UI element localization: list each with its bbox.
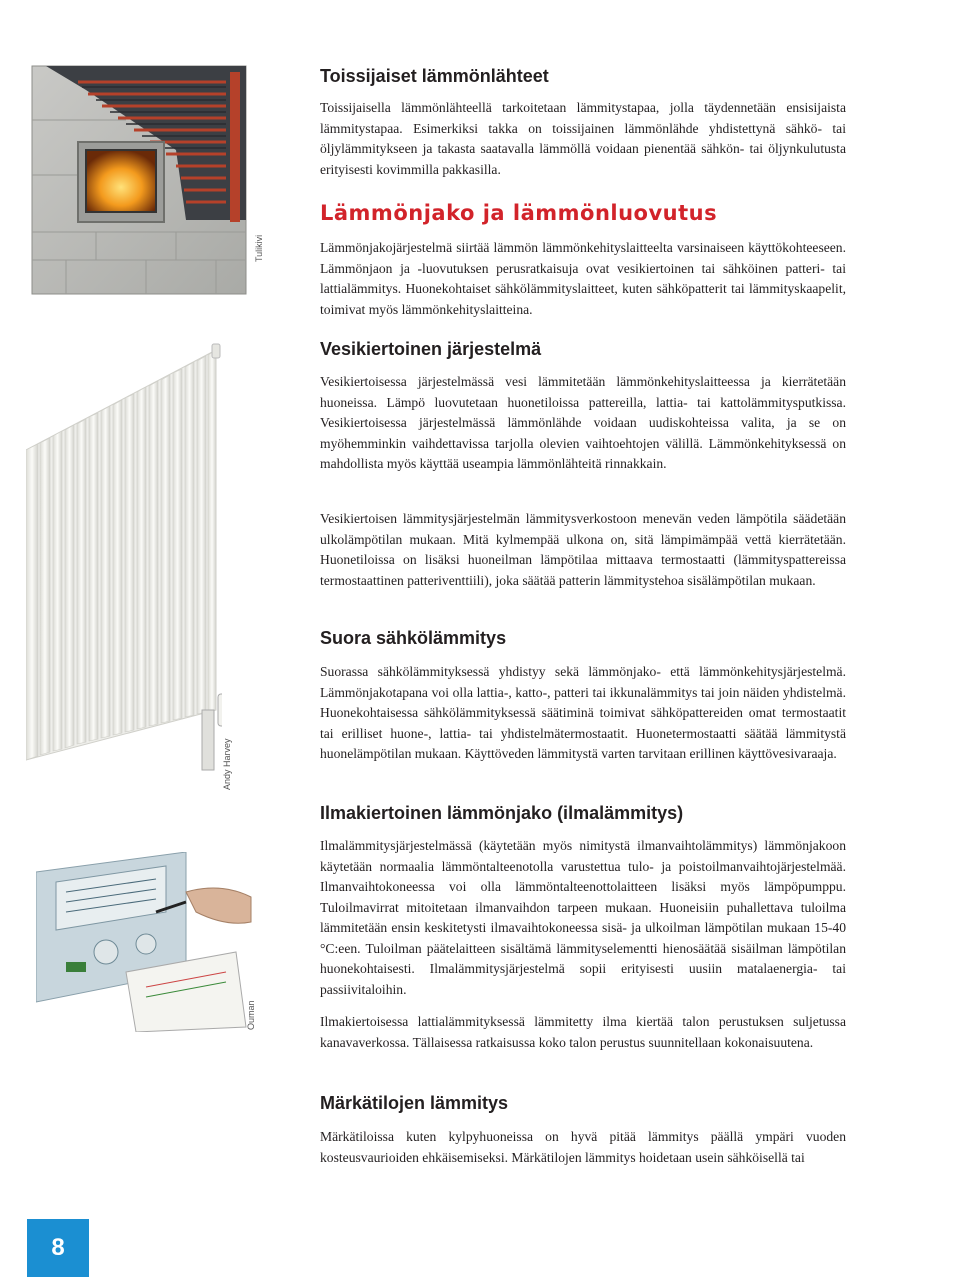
page-number: 8 [27,1219,89,1277]
heating-controller-image [36,852,256,1032]
fireplace-image-credit: Tulikivi [254,234,264,262]
controller-image-credit: Ouman [246,1000,256,1030]
paragraph-markatilojen: Märkätiloissa kuten kylpyhuoneissa on hyvä pitää lämmitys päällä ympäri vuoden kosteusvaurioiden ehkäisemiseksi. Märkätilojen lämmitys hoidetaan usein sähköisellä tai [320,1129,846,1165]
paragraph-lammonjako: Lämmönjakojärjestelmä siirtää lämmön lämmönkehityslaitteelta varsinaiseen käyttökohteeseen. Lämmönjaon ja -luovutuksen perusratkaisuja ovat vesikiertoinen tai sähköinen patteri- tai lattialämmitys. Huonekohtaiset sähkölämmityslaitteet, kuten sähköpatterit tai lämmityskaapelit, toimivat myös lämmönkehityslaitteina. [320,240,846,317]
heading-lammonjako: Lämmönjako ja lämmönluovutus [320,201,718,225]
paragraph-toissijaiset: Toissijaisella lämmönlähteellä tarkoitetaan lämmitystapaa, jolla täydennetään ensisijaista lämmitystapaa. Esimerkiksi takka on toissijainen lämmönlähde yhdistettynä sähkö- tai öljylämmitykseen ja takasta saatavalla lämmöllä voidaan pienentää sähkön- tai öljynkulutusta erityisesti kovimmilla pakkasilla. [320,100,846,177]
paragraph-suora: Suorassa sähkölämmityksessä yhdistyy sekä lämmönjako- että lämmönkehitysjärjestelmä. Lämmönjakotapana voi olla lattia-, katto-, patteri tai ikkunalämmitys tai join näiden yhdistelmä. Huonekohtaisessa sähkölämmityksessä säätiminä toimivat sähköpattereiden omat termostaatit tai erilliset huone-, lattia- tai yhdistelmätermostaatit. Huonetermostaatti säätää lämmitystä huonelämpötilan mukaan. Käyttöveden lämmitystä varten tarvitaan erillinen käyttövesivaraaja. [320,664,846,761]
paragraph-vesikiertoinen-2: Vesikiertoisen lämmitysjärjestelmän lämmitysverkostoon menevän veden lämpötila säädetään ulkolämpötilan mukaan. Mitä kylmempää ulkona on, sitä lämpimämpää vettä kierrätetään. Huonetiloissa on lisäksi huoneilman lämpötilaa mittaava termostaatti (lämmityspattereissa termostaattinen patteriventtiili), joka säätää patterin lämmitystehoa sisälämpötilan mukaan. [320,511,846,588]
fireplace-cutaway-image [26,60,252,298]
heading-suora: Suora sähkölämmitys [320,628,507,648]
paragraph-ilmakiertoinen-2: Ilmakiertoisessa lattialämmityksessä lämmitetty ilma kiertää talon perustuksen suljetussa kanavaverkossa. Tällaisessa ratkaisussa koko talon perustus suunnitellaan kokonaisuutena. [320,1014,846,1050]
heading-toissijaiset: Toissijaiset lämmönlähteet [320,66,549,86]
heading-vesikiertoinen: Vesikiertoinen järjestelmä [320,339,542,359]
heading-markatilojen: Märkätilojen lämmitys [320,1093,509,1113]
paragraph-ilmakiertoinen-1: Ilmalämmitysjärjestelmässä (käytetään myös nimitystä ilmanvaihtolämmitys) lämmönjakoon käytetään normaalia lämmöntalteenotolla varustettua tulo- ja poistoilmanvaihtojärjestelmää. Ilmanvaihtokoneessa voi olla lämmöntalteenottolaitteen lisäksi myös lämpöpumppu. Tuloilmavirrat mitoitetaan ilmanvaihdon tarpeen mukaan. Huoneisiin puhallettava tuloilma lämmitetään ensin keskitetysti ilmavaihtokoneessa sisä- ja ulkoilman lämpötilan mukaan 15-40 °C:een. Tuloilman päätelaitteen sisältämä lämmityselementti hienosäätää sisäilman lämpötilan huonekohtaisesti. Ilmalämmitysjärjestelmä sopii erityisesti uusiin matalaenergia- tai passiivitaloihin. [320,838,846,997]
radiator-image [26,340,222,780]
paragraph-vesikiertoinen-1: Vesikiertoisessa järjestelmässä vesi lämmitetään lämmönkehityslaitteessa ja kierrätetään huoneissa. Lämpö luovutetaan huonetiloissa pattereilla, lattia- tai kattolämmitysputkissa. Vesikiertoisessa järjestelmässä lämmönlähde voidaan uudiskohteissa valita, ja se on myöhemminkin vaihdettavissa tarjolla olevien vaihtoehtojen välillä. Lämmönkehityksessä on mahdollista myös käyttää useampia lämmönlähteitä rinnakkain. [320,374,846,471]
radiator-image-credit: Andy Harvey [222,738,232,790]
heading-ilmakiertoinen: Ilmakiertoinen lämmönjako (ilmalämmitys) [320,803,684,823]
